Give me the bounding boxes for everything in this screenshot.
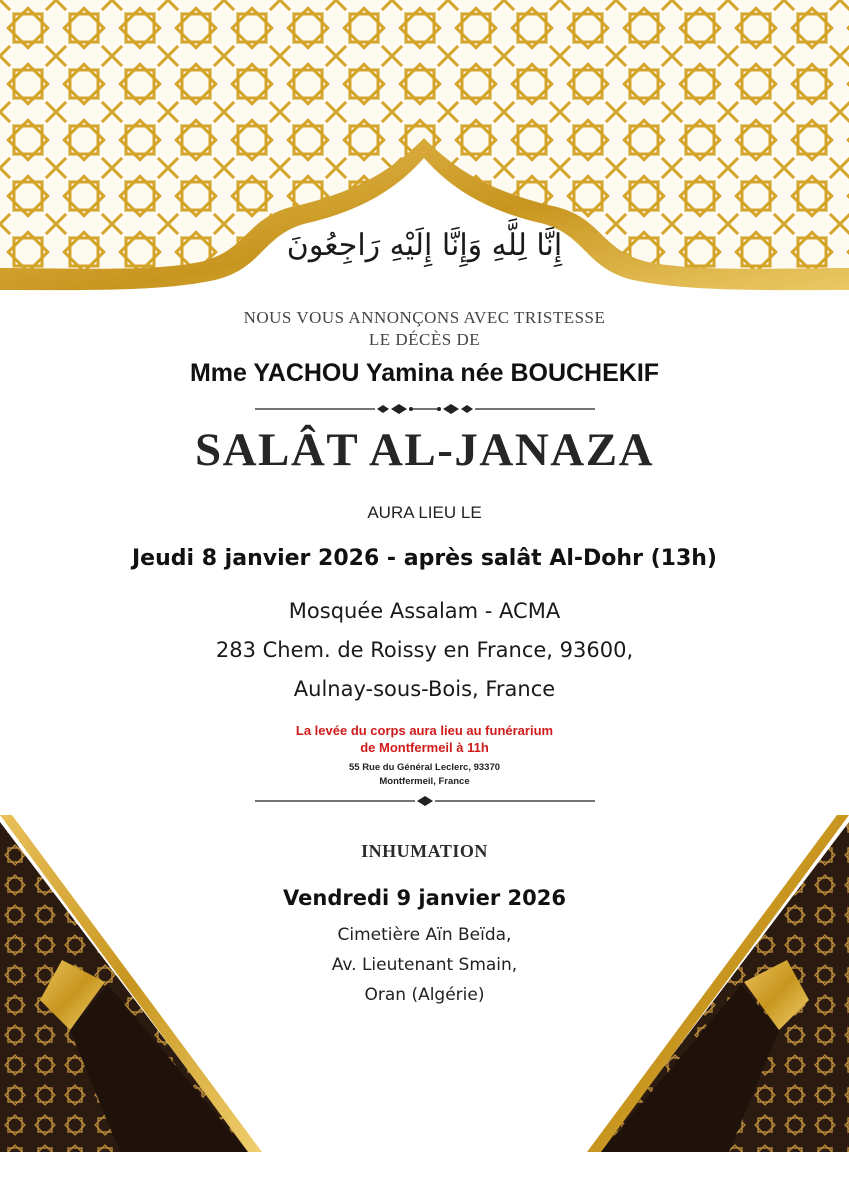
cemetery-line-1: Cimetière Aïn Beïda, [337,925,512,945]
cemetery-line-2: Av. Lieutenant Smain, [331,955,518,975]
arabic-verse: إِنَّا لِلَّهِ وَإِنَّا إِلَيْهِ رَاجِعُونَ [286,228,563,263]
funeral-home-address-line-2: Montfermeil, France [379,776,470,787]
funeral-home-address-line-1: 55 Rue du Général Leclerc, 93370 [348,762,501,773]
deceased-name: Mme YACHOU Yamina née BOUCHEKIF [189,359,660,387]
ornament-divider-bottom [255,794,595,808]
body-lifting-note-line-1: La levée du corps aura lieu au funérarium [295,723,554,738]
ornament-divider-top [255,402,595,416]
cemetery-line-3: Oran (Algérie) [364,985,485,1005]
announcement-line-1: NOUS VOUS ANNONÇONS AVEC TRISTESSE [243,308,606,327]
mosque-address-line-2: Aulnay-sous-Bois, France [293,677,556,701]
burial-title: INHUMATION [361,841,488,861]
prayer-title: SALÂT AL-JANAZA [194,424,655,476]
mosque-name: Mosquée Assalam - ACMA [288,599,561,623]
mosque-address-line-1: 283 Chem. de Roissy en France, 93600, [215,638,634,662]
prayer-date-time: Jeudi 8 janvier 2026 - après salât Al-Dohr (13h) [132,546,717,571]
prayer-intro: AURA LIEU LE [367,503,482,522]
announcement-line-2: LE DÉCÈS DE [368,330,481,349]
burial-date: Vendredi 9 janvier 2026 [283,886,566,910]
body-lifting-note-line-2: de Montfermeil à 11h [360,740,489,755]
